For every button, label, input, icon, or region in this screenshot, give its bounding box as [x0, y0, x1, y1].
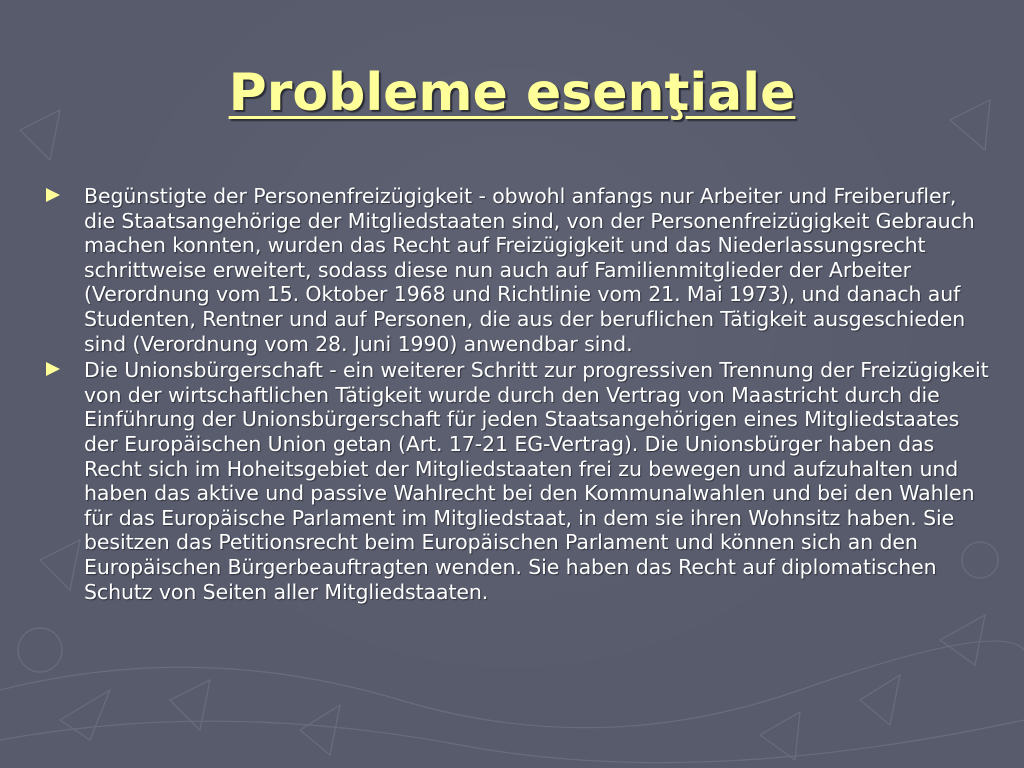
slide-title: Probleme esenţiale [228, 63, 796, 123]
list-item [44, 184, 990, 356]
triangle-bullet-icon [46, 362, 60, 376]
list-item [44, 358, 990, 604]
list-item-text: Die Unionsbürgerschaft - ein weiterer Schritt zur progressiven Trennung der Freizügigkeit von der wirtschaftlichen Tätigkeit wurde durch den Vertrag von Maastricht durch die Einführung der Unionsbürgerschaft für jeden Staatsangehörigen eines Mitgliedstaates der Europäischen Union getan (Art. 17-21 EG-Vertrag). Die Unionsbürger haben das Recht sich im Hoheitsgebiet der Mitgliedstaaten frei zu bewegen und aufzuhalten und haben das aktive und passive Wahlrecht bei den Kommunalwahlen und bei den Wahlen für das Europäische Parlament im Mitgliedstaat, in dem sie ihren Wohnsitz haben. Sie besitzen das Petitionsrecht beim Europäischen Parlament und können sich an den Europäischen Bürgerbeauftragten wenden. Sie haben das Recht auf diplomatischen Schutz von Seiten aller Mitgliedstaaten. [84, 358, 989, 604]
triangle-bullet-icon [46, 188, 60, 202]
list-item-text: Begünstigte der Personenfreizügigkeit - obwohl anfangs nur Arbeiter und Freiberufler, die Staatsangehörige der Mitgliedstaaten sind, von der Personenfreizügigkeit Gebrauch machen konnten, wurden das Recht auf Freizügigkeit und das Niederlassungsrecht schrittweise erweitert, sodass diese nun auch auf Familienmitglieder der Arbeiter (Verordnung vom 15. Oktober 1968 und Richtlinie vom 21. Mai 1973), und danach auf Studenten, Rentner und auf Personen, die aus der beruflichen Tätigkeit ausgeschieden sind (Verordnung vom 28. Juni 1990) anwendbar sind. [84, 184, 975, 356]
bullet-list [44, 184, 990, 606]
